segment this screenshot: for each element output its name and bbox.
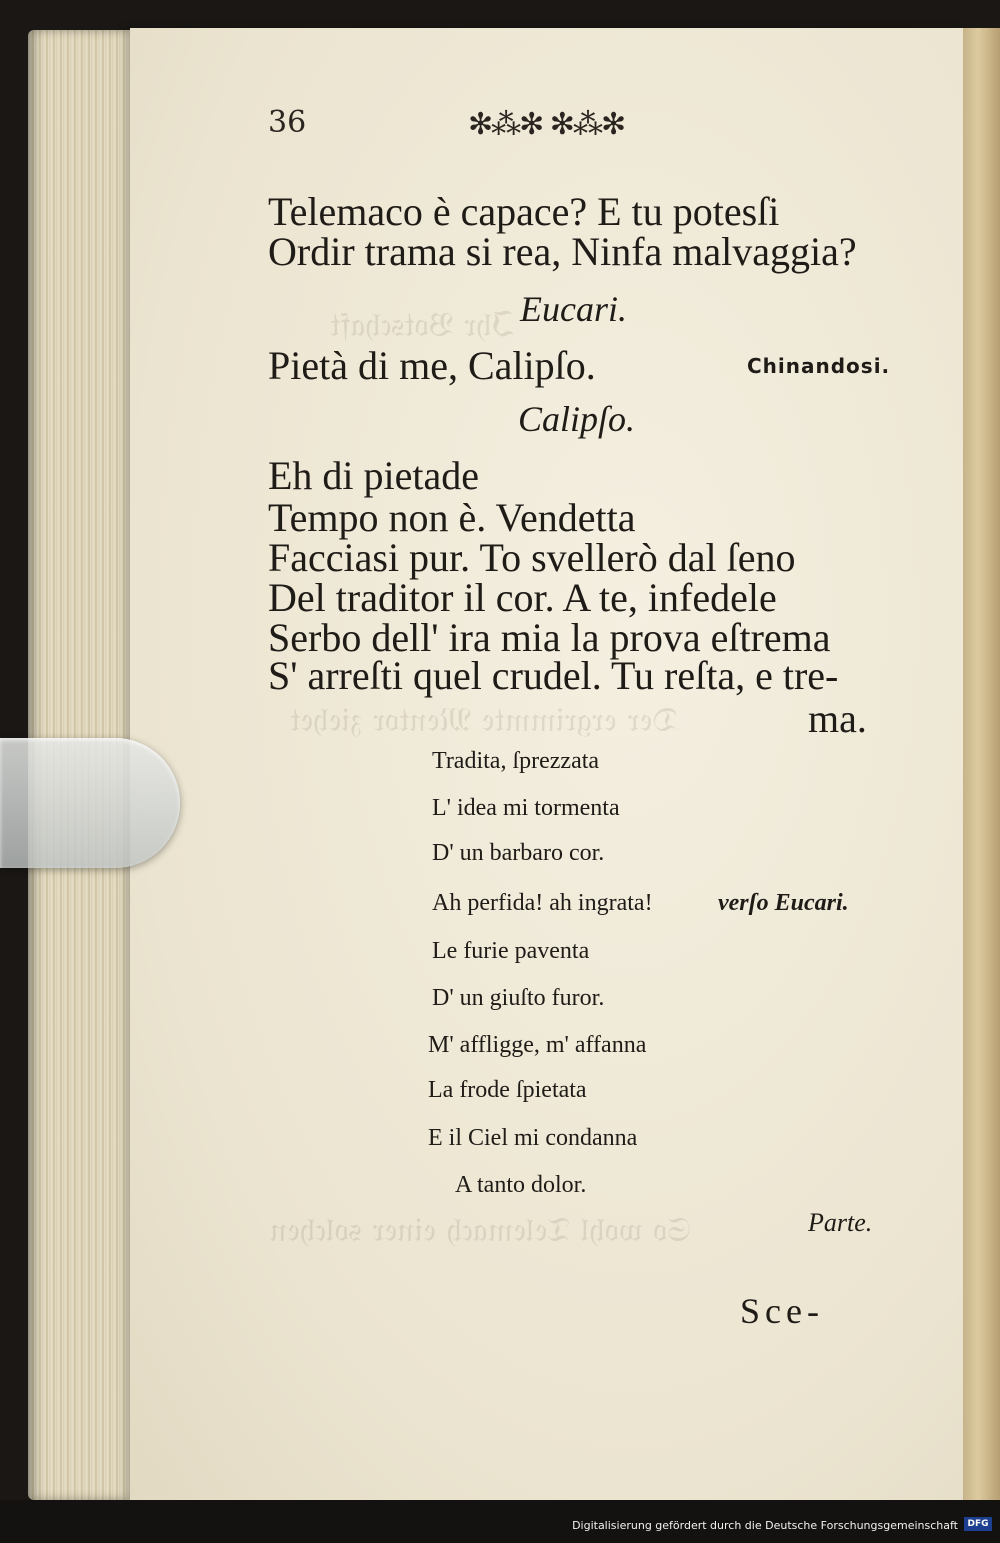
show-through-text: 𝔖𝔬 𝔴𝔬𝔥𝔩 𝔗𝔢𝔩𝔢𝔪𝔞𝔠𝔥 𝔢𝔦𝔫𝔢𝔯 𝔰𝔬𝔩𝔠𝔥𝔢𝔫 <box>270 1210 692 1250</box>
page-marker-tab <box>0 738 180 868</box>
page-number: 36 <box>268 105 307 140</box>
show-through-text: ℑ𝔥𝔯 𝔅𝔬𝔱𝔰𝔠𝔥𝔞𝔣𝔱 <box>330 305 516 345</box>
dfg-logo-icon: DFG <box>964 1517 992 1531</box>
page-header <box>268 105 768 155</box>
text-line: Tempo non è. Vendetta <box>268 495 636 540</box>
aria-line: Le furie paventa <box>432 938 590 964</box>
text-line: Ordir trama si rea, Ninfa malvaggia? <box>268 229 857 274</box>
aria-line: D' un giuſto furor. <box>432 985 605 1011</box>
text-line: Facciasi pur. To svellerò dal ſeno <box>268 535 796 580</box>
speaker-name: Eucari. <box>520 289 627 329</box>
speaker-name: Calipſo. <box>518 399 636 439</box>
aria-line: L' idea mi tormenta <box>432 795 620 821</box>
aria-line: La frode ſpietata <box>428 1077 587 1103</box>
show-through-text: 𝔇𝔢𝔯 𝔢𝔯𝔤𝔯𝔦𝔪𝔪𝔱𝔢 𝔐𝔢𝔫𝔱𝔬𝔯 𝔷𝔦𝔢𝔥𝔢𝔱 <box>290 700 678 740</box>
footer-bar <box>0 1500 1000 1543</box>
text-line: Eh di pietade <box>268 453 480 498</box>
text-line: Del traditor il cor. A te, infedele <box>268 575 777 620</box>
catchword: Sce- <box>740 1291 824 1331</box>
text-line: Serbo dell' ira mia la prova eſtrema <box>268 615 831 660</box>
exit-direction: Parte. <box>808 1208 873 1237</box>
aria-line: A tanto dolor. <box>455 1172 587 1198</box>
stage-direction: verſo Eucari. <box>718 890 849 916</box>
facing-page-edge <box>963 28 1000 1500</box>
aria-line: Ah perfida! ah ingrata! <box>432 890 653 916</box>
digitization-credit: Digitalisierung gefördert durch die Deutsche Forschungsgemeinschaft <box>572 1519 958 1532</box>
text-line: ma. <box>808 696 867 741</box>
aria-line: E il Ciel mi condanna <box>428 1125 638 1151</box>
text-line: S' arreſti quel crudel. Tu reſta, e tre- <box>268 653 839 698</box>
aria-line: M' affligge, m' affanna <box>428 1032 647 1058</box>
aria-line: Tradita, ſprezzata <box>432 748 600 774</box>
aria-line: D' un barbaro cor. <box>432 840 605 866</box>
text-line: Telemaco è capace? E tu potesſi <box>268 189 780 234</box>
text-line: Pietà di me, Calipſo. <box>268 343 596 388</box>
stage-direction: Chinandosi. <box>747 354 891 378</box>
printer-ornament: ✻⁂✻ ✻⁂✻ <box>468 107 625 142</box>
